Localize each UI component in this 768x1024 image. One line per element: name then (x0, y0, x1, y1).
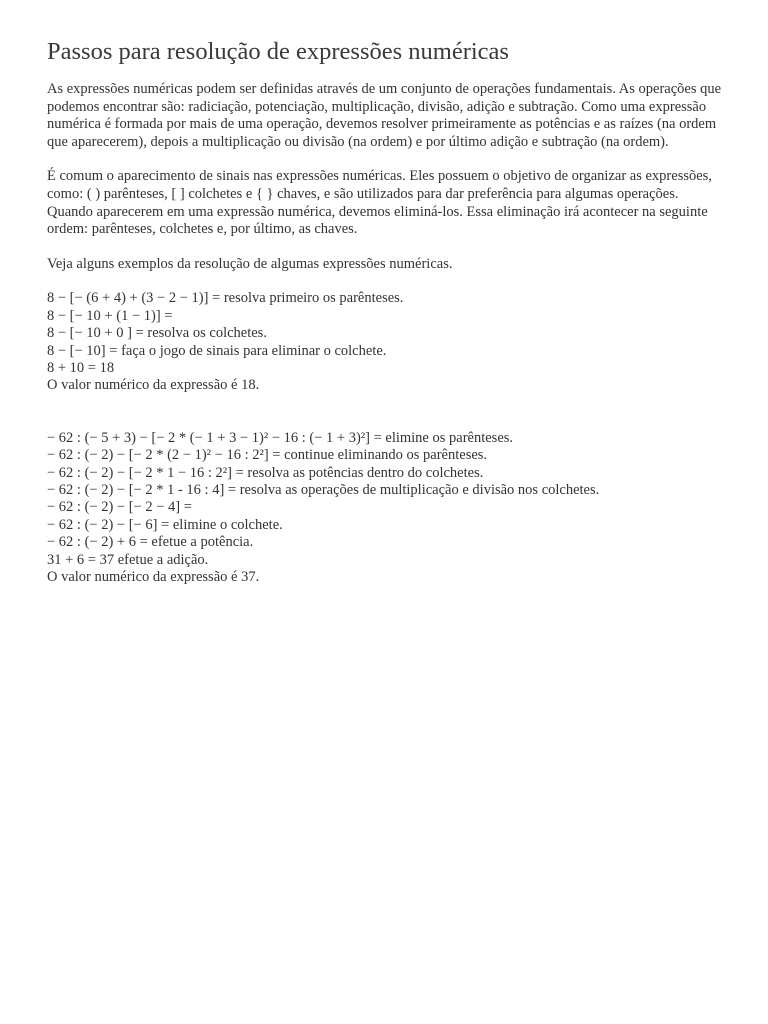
page-title: Passos para resolução de expressões numéricas (47, 38, 509, 65)
example-2-step: − 62 : (− 2) − [− 2 * 1 − 16 : 2²] = resolva as potências dentro do colchetes. (47, 464, 484, 481)
example-1-step: 8 + 10 = 18 (47, 359, 115, 376)
document-page (47, 36, 727, 586)
example-2-step: − 62 : (− 2) − [− 6] = elimine o colchete. (47, 516, 283, 533)
example-2-step: − 62 : (− 2) − [− 2 * 1 - 16 : 4] = resolva as operações de multiplicação e divisão nos colchetes. (47, 482, 600, 498)
examples-intro: Veja alguns exemplos da resolução de algumas expressões numéricas. (47, 255, 453, 272)
spacer (47, 151, 727, 168)
example-2-step: − 62 : (− 2) − [− 2 * (2 − 1)² − 16 : 2²] = continue eliminando os parênteses. (47, 447, 488, 464)
example-2-step: − 62 : (− 2) − [− 2 − 4] = (47, 499, 192, 516)
example-1 (47, 290, 727, 394)
example-1-step: 8 − [− (6 + 4) + (3 − 2 − 1)] = resolva primeiro os parênteses. (47, 290, 404, 307)
spacer (47, 273, 727, 290)
example-2-step: − 62 : (− 2) + 6 = efetue a potência. (47, 534, 254, 551)
example-2-step: 31 + 6 = 37 efetue a adição. (47, 551, 209, 568)
example-2 (47, 430, 727, 587)
example-2-result: O valor numérico da expressão é 37. (47, 569, 260, 586)
spacer (47, 239, 727, 256)
example-1-step: 8 − [− 10 + (1 − 1)] = (47, 307, 173, 324)
signs-paragraph: É comum o aparecimento de sinais nas expressões numéricas. Eles possuem o objetivo de organizar as expressões, como: ( ) parênteses, [ ] colchetes e { } chaves, e são utilizados para dar preferência para algumas operações. Quando aparecerem em uma expressão numérica, devemos eliminá-los. Essa eliminação irá acontecer na seguinte ordem: parênteses, colchetes e, por último, as chaves. (47, 168, 712, 238)
spacer (47, 395, 727, 430)
example-1-step: 8 − [− 10] = faça o jogo de sinais para eliminar o colchete. (47, 342, 387, 359)
intro-paragraph: As expressões numéricas podem ser definidas através de um conjunto de operações fundamentais. As operações que podemos encontrar são: radiciação, potenciação, multiplicação, divisão, adição e subtração. Como uma expressão numérica é formada por mais de uma operação, devemos resolver primeiramente as potências e as raízes (na ordem que aparecerem), depois a multiplicação ou divisão (na ordem) e por último adição e subtração (na ordem). (47, 81, 722, 150)
example-1-result: O valor numérico da expressão é 18. (47, 377, 260, 394)
example-2-step: − 62 : (− 5 + 3) − [− 2 * (− 1 + 3 − 1)² − 16 : (− 1 + 3)²] = elimine os parênteses. (47, 429, 514, 446)
example-1-step: 8 − [− 10 + 0 ] = resolva os colchetes. (47, 325, 267, 342)
